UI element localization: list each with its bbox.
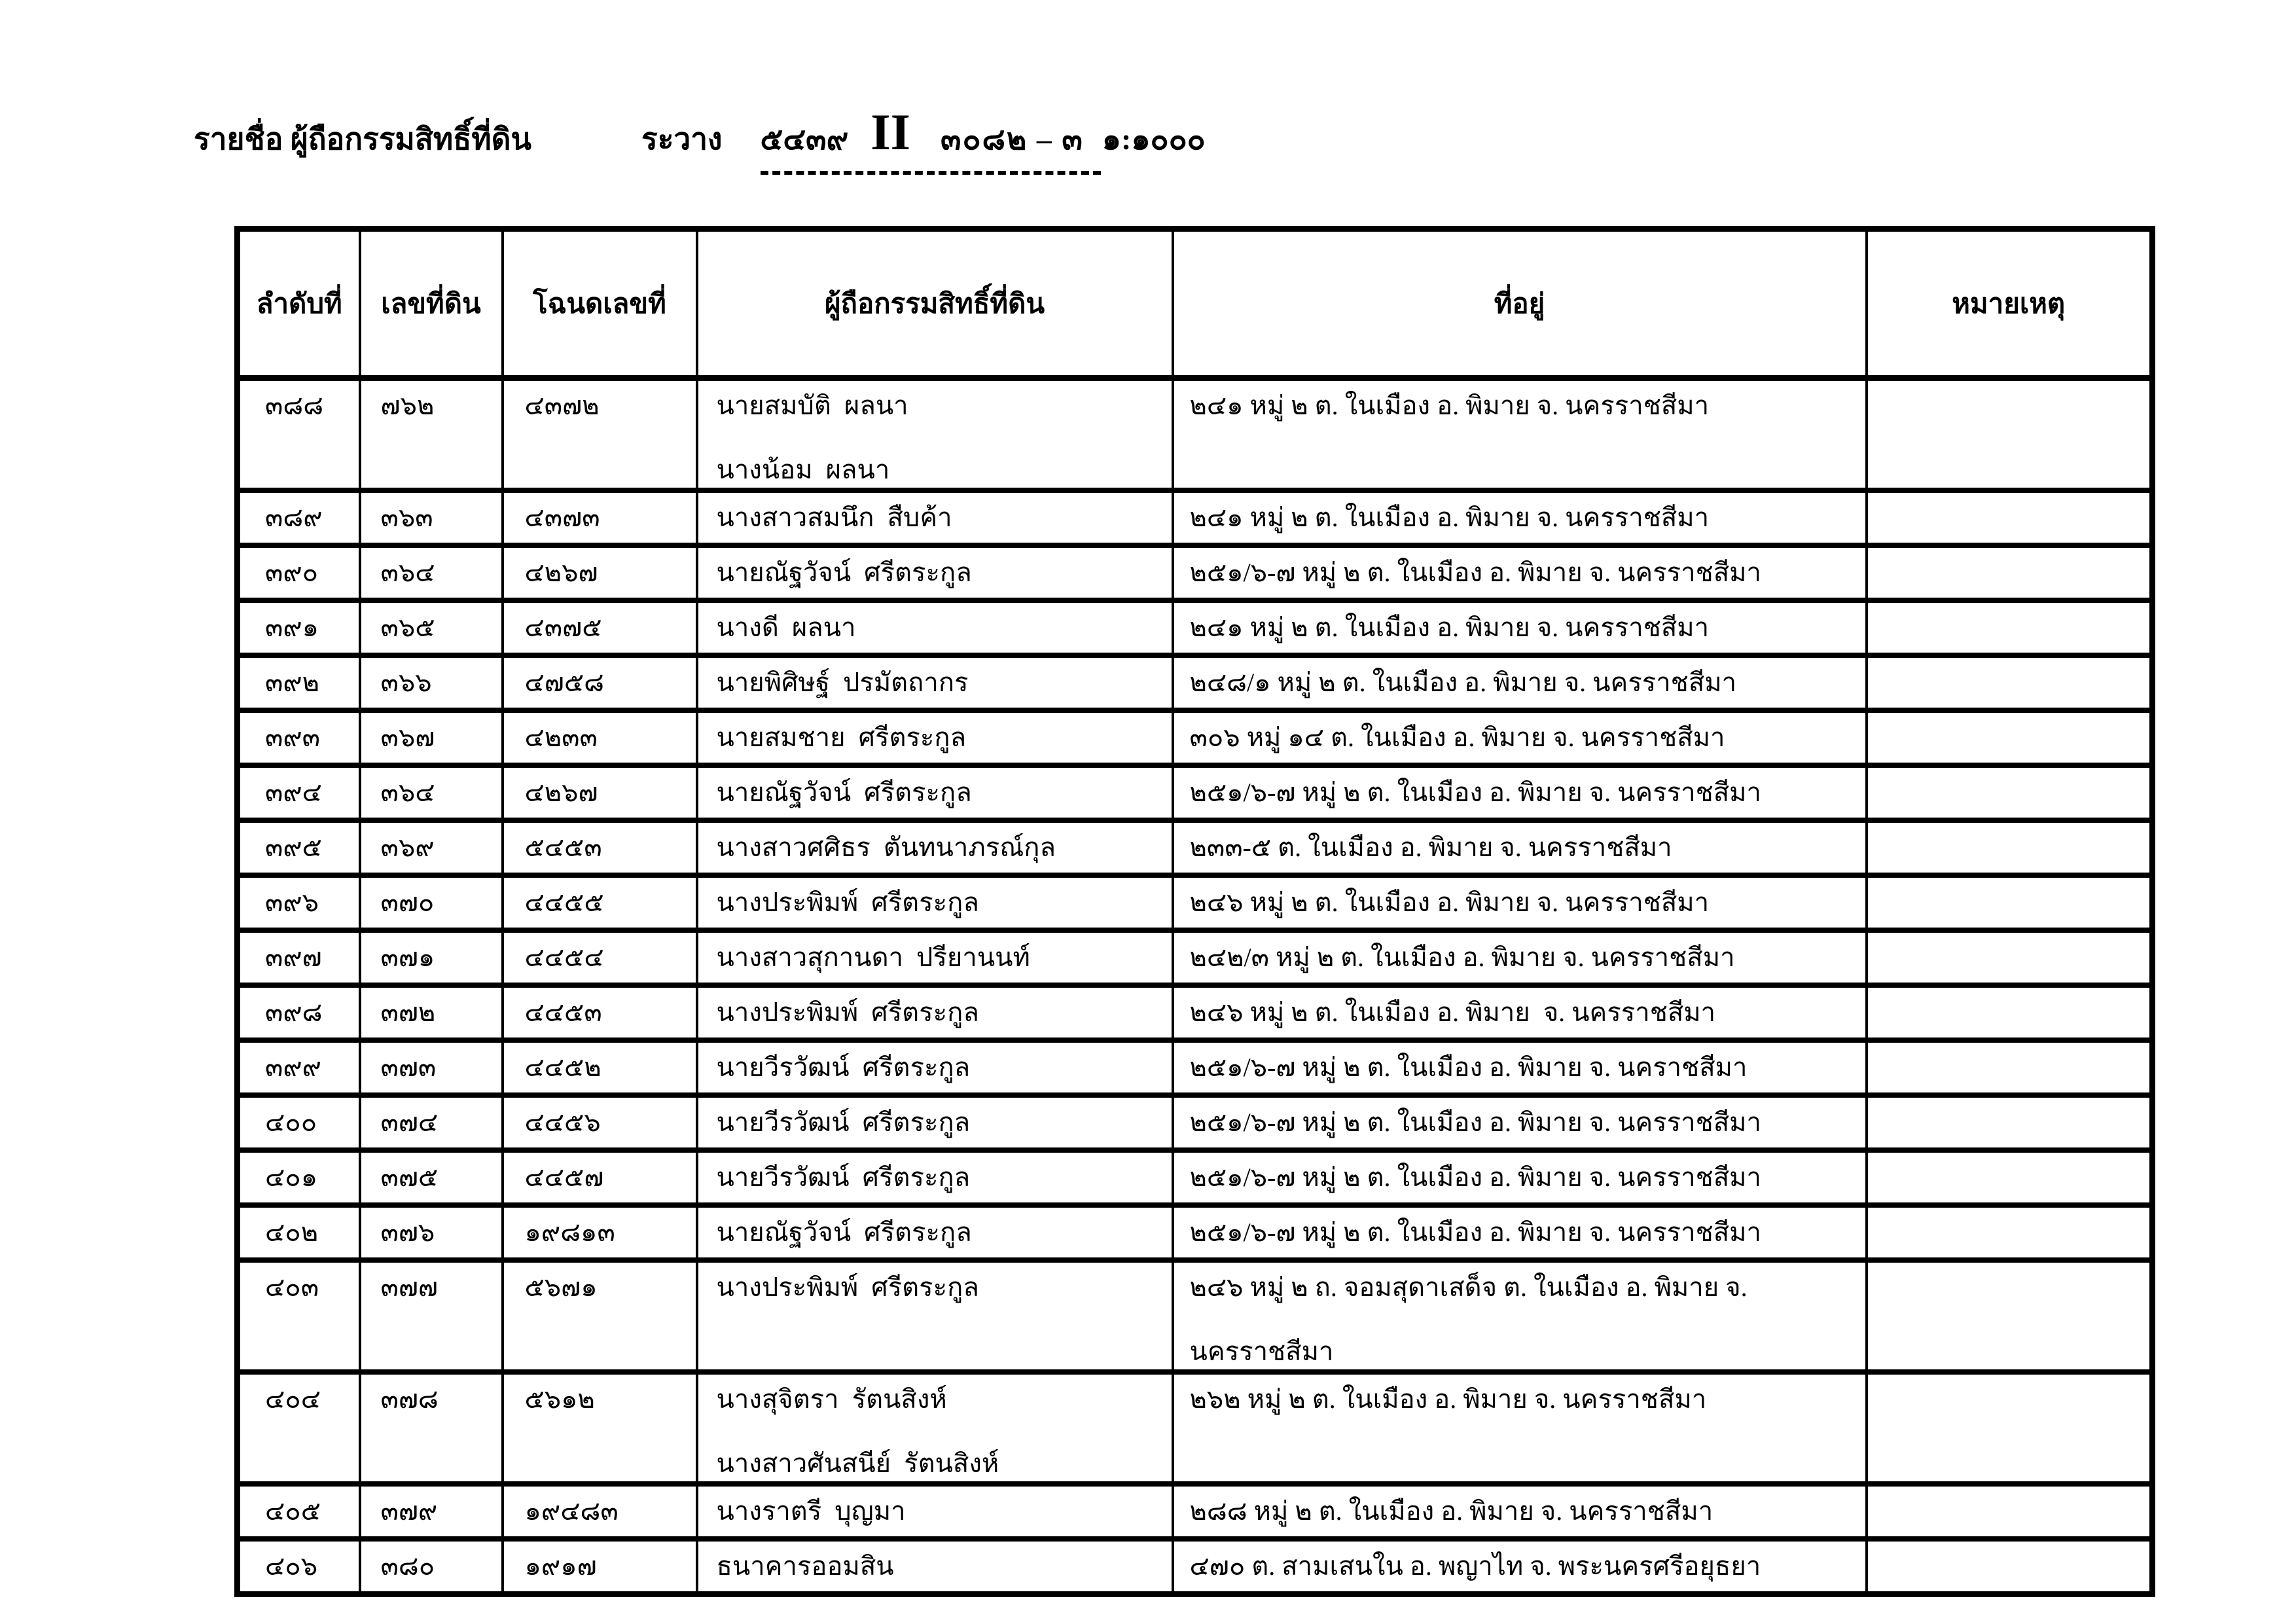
cell-holder (697, 1539, 1173, 1594)
page-title (194, 103, 1206, 175)
holder-name: นางสาวสมนึก สืบค้า (716, 503, 952, 532)
cell-address (1173, 1205, 1867, 1260)
cell-seq: ๓๙๐ (238, 545, 360, 600)
cell-address (1173, 1150, 1867, 1205)
cell-seq: ๓๙๑ (238, 600, 360, 655)
cell-address (1173, 378, 1867, 491)
cell-deed-no: ๑๙๔๘๓ (503, 1484, 697, 1539)
table-row (238, 545, 2153, 600)
address-line: ๒๔๑ หมู่ ๒ ต. ในเมือง อ. พิมาย จ. นครราชสีมา (1189, 503, 1710, 532)
title-ravang-label: ระวาง (641, 122, 723, 156)
holder-name: นายสมบัติ ผลนา (716, 391, 908, 420)
cell-holder (697, 1484, 1173, 1539)
cell-address (1173, 545, 1867, 600)
cell-land-no: ๓๗๕ (360, 1150, 503, 1205)
cell-deed-no: ๑๙๑๗ (503, 1539, 697, 1594)
cell-holder (697, 1150, 1173, 1205)
cell-seq: ๓๙๗ (238, 930, 360, 985)
cell-deed-no: ๔๒๖๗ (503, 765, 697, 820)
column-header-deed-no: โฉนดเลขที่ (503, 229, 697, 378)
cell-seq: ๓๙๕ (238, 820, 360, 875)
table-row (238, 1205, 2153, 1260)
cell-address (1173, 1260, 1867, 1372)
table-row (238, 1095, 2153, 1150)
table-row (238, 600, 2153, 655)
cell-address (1173, 710, 1867, 765)
cell-remark (1867, 1040, 2153, 1095)
cell-deed-no: ๔๔๕๗ (503, 1150, 697, 1205)
holder-name: นายวีรวัฒน์ ศรีตระกูล (716, 1108, 971, 1137)
cell-land-no: ๓๗๑ (360, 930, 503, 985)
cell-remark (1867, 655, 2153, 710)
cell-remark (1867, 378, 2153, 491)
header-row (238, 229, 2153, 378)
cell-land-no: ๓๗๙ (360, 1484, 503, 1539)
address-line: ๒๖๒ หมู่ ๒ ต. ในเมือง อ. พิมาย จ. นครราชสีมา (1189, 1384, 1707, 1414)
cell-remark (1867, 1484, 2153, 1539)
holder-name: นายณัฐวัจน์ ศรีตระกูล (716, 558, 972, 587)
address-line: ๒๕๑/๖-๗ หมู่ ๒ ต. ในเมือง อ. พิมาย จ. นครราชสีมา (1189, 1218, 1761, 1247)
address-line: ๒๕๑/๖-๗ หมู่ ๒ ต. ในเมือง อ. พิมาย จ. นครราชสีมา (1189, 558, 1761, 587)
address-line: ๒๔๑ หมู่ ๒ ต. ในเมือง อ. พิมาย จ. นครราชสีมา (1189, 613, 1710, 642)
cell-remark (1867, 985, 2153, 1040)
table-row (238, 710, 2153, 765)
table-row (238, 1372, 2153, 1484)
cell-remark (1867, 490, 2153, 545)
cell-holder (697, 930, 1173, 985)
address-line: ๓๐๖ หมู่ ๑๔ ต. ในเมือง อ. พิมาย จ. นครราชสีมา (1189, 723, 1725, 752)
cell-holder (697, 820, 1173, 875)
address-line: ๒๘๘ หมู่ ๒ ต. ในเมือง อ. พิมาย จ. นครราชสีมา (1189, 1496, 1713, 1526)
cell-remark (1867, 1539, 2153, 1594)
holder-name: นายณัฐวัจน์ ศรีตระกูล (716, 1218, 972, 1247)
cell-deed-no: ๔๓๗๓ (503, 490, 697, 545)
cell-land-no: ๓๗๔ (360, 1095, 503, 1150)
address-line: ๔๗๐ ต. สามเสนใน อ. พญาไท จ. พระนครศรีอยุธยา (1189, 1551, 1761, 1581)
cell-seq: ๔๐๓ (238, 1260, 360, 1372)
cell-deed-no: ๔๔๕๔ (503, 930, 697, 985)
column-header-holder: ผู้ถือกรรมสิทธิ์ที่ดิน (697, 229, 1173, 378)
cell-deed-no: ๑๙๘๑๓ (503, 1205, 697, 1260)
cell-address (1173, 1539, 1867, 1594)
cell-remark (1867, 820, 2153, 875)
holder-name: นางสุจิตรา รัตนสิงห์ (716, 1384, 947, 1414)
sheet-range: ๓๐๘๒ – ๓ (941, 122, 1084, 156)
table-row (238, 655, 2153, 710)
cell-address (1173, 1484, 1867, 1539)
holder-name: นางประพิมพ์ ศรีตระกูล (716, 888, 979, 917)
cell-remark (1867, 1372, 2153, 1484)
cell-land-no: ๓๖๗ (360, 710, 503, 765)
holder-name: ธนาคารออมสิน (716, 1551, 894, 1581)
cell-deed-no: ๔๒๖๗ (503, 545, 697, 600)
holder-name: นางสาวศศิธร ตันทนาภรณ์กุล (716, 833, 1056, 862)
cell-address (1173, 655, 1867, 710)
cell-address (1173, 875, 1867, 930)
cell-remark (1867, 1260, 2153, 1372)
cell-address (1173, 490, 1867, 545)
cell-remark (1867, 1205, 2153, 1260)
address-line: ๒๕๑/๖-๗ หมู่ ๒ ต. ในเมือง อ. พิมาย จ. นครราชสีมา (1189, 778, 1761, 807)
holder-name: นางประพิมพ์ ศรีตระกูล (716, 1272, 979, 1302)
cell-seq: ๓๘๙ (238, 490, 360, 545)
holder-name: นางราตรี บุญมา (716, 1496, 906, 1526)
address-line: ๒๔๖ หมู่ ๒ ถ. จอมสุดาเสด็จ ต. ในเมือง อ. พิมาย จ. (1189, 1272, 1748, 1302)
cell-address (1173, 765, 1867, 820)
cell-seq: ๓๙๔ (238, 765, 360, 820)
cell-land-no: ๓๗๗ (360, 1260, 503, 1372)
cell-deed-no: ๔๒๓๓ (503, 710, 697, 765)
cell-seq: ๔๐๐ (238, 1095, 360, 1150)
address-line: ๒๓๓-๕ ต. ในเมือง อ. พิมาย จ. นครราชสีมา (1189, 833, 1672, 862)
table-row (238, 490, 2153, 545)
table-row (238, 1150, 2153, 1205)
cell-deed-no: ๕๔๕๓ (503, 820, 697, 875)
cell-land-no: ๓๗๒ (360, 985, 503, 1040)
table-row (238, 1484, 2153, 1539)
cell-seq: ๓๙๖ (238, 875, 360, 930)
cell-deed-no: ๕๖๗๑ (503, 1260, 697, 1372)
cell-address (1173, 1040, 1867, 1095)
cell-holder (697, 1372, 1173, 1484)
holder-name: นายวีรวัฒน์ ศรีตระกูล (716, 1053, 971, 1082)
table-row (238, 930, 2153, 985)
cell-holder (697, 1260, 1173, 1372)
cell-seq: ๓๘๘ (238, 378, 360, 491)
cell-address (1173, 600, 1867, 655)
cell-holder (697, 985, 1173, 1040)
table-row (238, 1260, 2153, 1372)
address-line: ๒๕๑/๖-๗ หมู่ ๒ ต. ในเมือง อ. พิมาย จ. นครราชสีมา (1189, 1108, 1761, 1137)
map-scale: ๑:๑๐๐๐ (1102, 122, 1206, 156)
cell-holder (697, 1040, 1173, 1095)
holder-name: นางประพิมพ์ ศรีตระกูล (716, 998, 979, 1027)
address-line: ๒๔๒/๓ หมู่ ๒ ต. ในเมือง อ. พิมาย จ. นครราชสีมา (1189, 943, 1735, 972)
table-row (238, 985, 2153, 1040)
table-row (238, 875, 2153, 930)
holder-name: นายพิศิษฐ์ ปรมัตถากร (716, 668, 969, 697)
land-title-holders-table (234, 226, 2155, 1597)
cell-address (1173, 985, 1867, 1040)
cell-seq: ๔๐๕ (238, 1484, 360, 1539)
cell-deed-no: ๔๔๕๓ (503, 985, 697, 1040)
holder-name: นางสาวศันสนีย์ รัตนสิงห์ (716, 1449, 999, 1478)
cell-deed-no: ๕๖๑๒ (503, 1372, 697, 1484)
cell-seq: ๓๙๘ (238, 985, 360, 1040)
table-row (238, 1539, 2153, 1594)
sheet-number: ๕๔๓๙ (760, 122, 849, 156)
address-line: ๒๔๖ หมู่ ๒ ต. ในเมือง อ. พิมาย จ. นครราชสีมา (1189, 998, 1716, 1027)
cell-deed-no: ๔๗๕๘ (503, 655, 697, 710)
cell-land-no: ๓๗๖ (360, 1205, 503, 1260)
cell-land-no: ๓๖๔ (360, 545, 503, 600)
cell-deed-no: ๔๔๕๖ (503, 1095, 697, 1150)
holder-name: นางสาวสุกานดา ปรียานนท์ (716, 943, 1030, 972)
cell-holder (697, 1205, 1173, 1260)
address-line: ๒๔๘/๑ หมู่ ๒ ต. ในเมือง อ. พิมาย จ. นครราชสีมา (1189, 668, 1737, 697)
cell-address (1173, 1372, 1867, 1484)
cell-seq: ๔๐๔ (238, 1372, 360, 1484)
cell-holder (697, 378, 1173, 491)
cell-deed-no: ๔๔๕๕ (503, 875, 697, 930)
holder-name: นายวีรวัฒน์ ศรีตระกูล (716, 1163, 971, 1192)
address-line: นครราชสีมา (1189, 1337, 1334, 1366)
cell-holder (697, 545, 1173, 600)
address-line: ๒๔๖ หมู่ ๒ ต. ในเมือง อ. พิมาย จ. นครราชสีมา (1189, 888, 1710, 917)
holder-name: นายสมชาย ศรีตระกูล (716, 723, 967, 752)
cell-land-no: ๓๖๙ (360, 820, 503, 875)
cell-land-no: ๓๗๓ (360, 1040, 503, 1095)
cell-seq: ๔๐๖ (238, 1539, 360, 1594)
cell-holder (697, 765, 1173, 820)
cell-land-no: ๓๖๓ (360, 490, 503, 545)
cell-remark (1867, 545, 2153, 600)
column-header-remark: หมายเหตุ (1867, 229, 2153, 378)
cell-land-no: ๓๗๐ (360, 875, 503, 930)
cell-land-no: ๓๖๕ (360, 600, 503, 655)
address-line: ๒๕๑/๖-๗ หมู่ ๒ ต. ในเมือง อ. พิมาย จ. นครราชสีมา (1189, 1163, 1761, 1192)
title-prefix: รายชื่อ ผู้ถือกรรมสิทธิ์ที่ดิน (194, 122, 531, 156)
cell-remark (1867, 765, 2153, 820)
cell-remark (1867, 1095, 2153, 1150)
cell-address (1173, 930, 1867, 985)
cell-address (1173, 820, 1867, 875)
holder-name: นางน้อม ผลนา (716, 455, 890, 484)
cell-holder (697, 600, 1173, 655)
cell-land-no: ๗๖๒ (360, 378, 503, 491)
cell-holder (697, 490, 1173, 545)
cell-deed-no: ๔๓๗๒ (503, 378, 697, 491)
cell-address (1173, 1095, 1867, 1150)
cell-holder (697, 1095, 1173, 1150)
cell-seq: ๔๐๒ (238, 1205, 360, 1260)
column-header-address: ที่อยู่ (1173, 229, 1867, 378)
cell-deed-no: ๔๔๕๒ (503, 1040, 697, 1095)
cell-land-no: ๓๗๘ (360, 1372, 503, 1484)
cell-remark (1867, 1150, 2153, 1205)
table-row (238, 765, 2153, 820)
address-line: ๒๔๑ หมู่ ๒ ต. ในเมือง อ. พิมาย จ. นครราชสีมา (1189, 391, 1710, 420)
cell-remark (1867, 710, 2153, 765)
address-line: ๒๕๑/๖-๗ หมู่ ๒ ต. ในเมือง อ. พิมาย จ. นคราชสีมา (1189, 1053, 1748, 1082)
title-sheet-reference: ๕๔๓๙ II ๓๐๘๒ – ๓ (761, 115, 1101, 175)
cell-seq: ๓๙๙ (238, 1040, 360, 1095)
holder-name: นายณัฐวัจน์ ศรีตระกูล (716, 778, 972, 807)
cell-seq: ๓๙๒ (238, 655, 360, 710)
cell-deed-no: ๔๓๗๕ (503, 600, 697, 655)
holder-name: นางดี ผลนา (716, 613, 856, 642)
column-header-seq: ลำดับที่ (238, 229, 360, 378)
table-row (238, 378, 2153, 491)
cell-holder (697, 875, 1173, 930)
column-header-land-no: เลขที่ดิน (360, 229, 503, 378)
cell-remark (1867, 875, 2153, 930)
cell-holder (697, 655, 1173, 710)
cell-holder (697, 710, 1173, 765)
cell-remark (1867, 930, 2153, 985)
table-row (238, 1040, 2153, 1095)
cell-remark (1867, 600, 2153, 655)
cell-seq: ๔๐๑ (238, 1150, 360, 1205)
cell-land-no: ๓๖๔ (360, 765, 503, 820)
cell-seq: ๓๙๓ (238, 710, 360, 765)
cell-land-no: ๓๘๐ (360, 1539, 503, 1594)
cell-land-no: ๓๖๖ (360, 655, 503, 710)
table-row (238, 820, 2153, 875)
